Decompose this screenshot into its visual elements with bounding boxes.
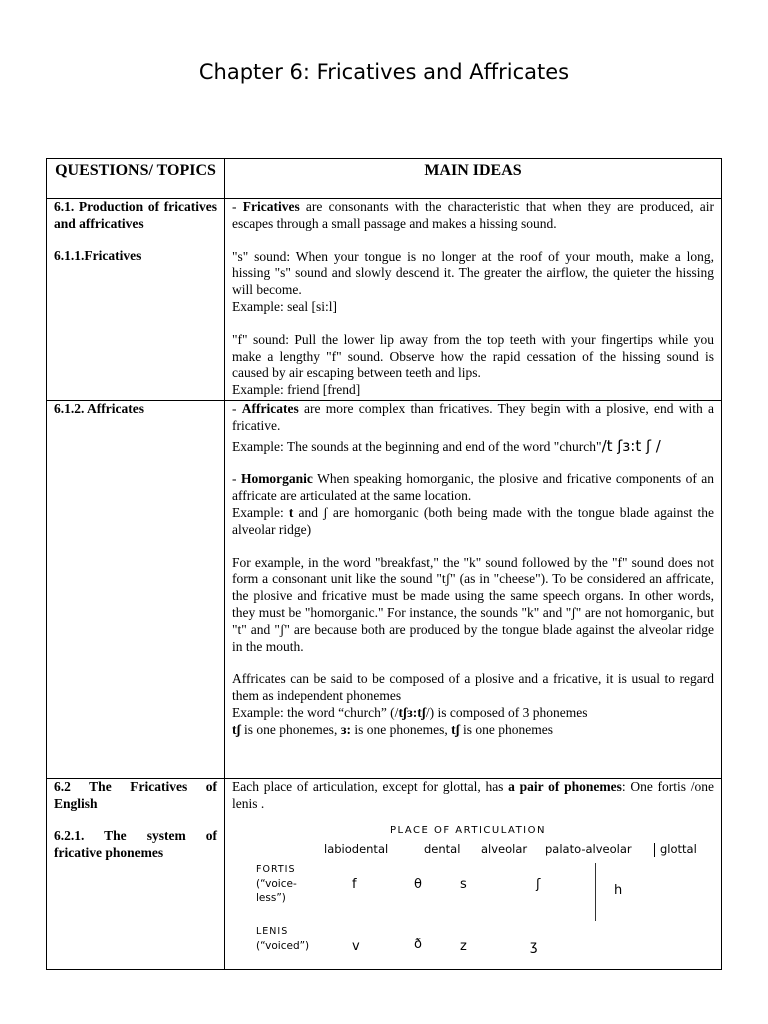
column-label: labiodental (324, 841, 389, 856)
header-row (47, 159, 722, 199)
term: Homorganic (240, 471, 313, 487)
table-row (47, 199, 722, 401)
topic-heading: 6.1. Production of fricatives and affricatives (54, 199, 217, 231)
topic-heading: 6.2.1. The system of fricative phonemes (54, 828, 217, 860)
idea-cell (225, 199, 722, 401)
topic-cell (47, 779, 225, 970)
page-title: Chapter 6: Fricatives and Affricates (198, 60, 570, 84)
glottal-divider (595, 863, 596, 921)
topic-heading: 6.2 The Fricatives of English (54, 779, 217, 811)
phoneme-symbol: ʒ (530, 938, 538, 954)
ipa-transcription: /t ʃɜ:t ʃ / (601, 436, 661, 455)
column-label: alveolar (481, 841, 528, 856)
idea-cell (225, 401, 722, 779)
table-row (47, 401, 722, 779)
idea-cell (225, 779, 722, 970)
idea-paragraph: "s" sound: When your tongue is no longer at the roof of your mouth, make a long, hissing "s" sound and slowly descend it. The greater the airflow, the quieter the hissing will become. (232, 248, 714, 298)
glottal-divider (654, 843, 655, 857)
example-line: tʃ is one phonemes, ɜ: is one phonemes, tʃ is one phonemes (232, 721, 554, 737)
example-line: Example: The sounds at the beginning and end of the word "church"/t ʃɜ:t ʃ / (232, 436, 661, 455)
column-label: palato-alveolar (545, 841, 632, 856)
ideas-header: MAIN IDEAS (225, 159, 722, 199)
term: a pair of phonemes (508, 779, 622, 794)
figure-heading: PLACE OF ARTICULATION (390, 824, 546, 836)
idea-paragraph: - Homorganic When speaking homorganic, the plosive and fricative components of an affricate are articulated at the same location. (232, 471, 714, 504)
idea-paragraph: - Fricatives are consonants with the characteristic that when they are produced, air escapes through a small passage and makes a hissing sound. (232, 199, 715, 231)
table-row (47, 779, 722, 970)
phoneme-symbol: h (614, 882, 623, 898)
phoneme-symbol: ʃ (536, 876, 541, 892)
example-line: Example: t and ʃ are homorganic (both being made with the tongue blade against the alveolar ridge) (232, 504, 714, 537)
topic-heading: 6.1.2. Affricates (54, 401, 144, 416)
example-line: Example: the word “church” (/tʃɜ:tʃ/) is composed of 3 phonemes (232, 704, 588, 720)
example-line: Example: seal [si:l] (232, 298, 337, 314)
topic-heading: 6.1.1.Fricatives (54, 248, 142, 263)
phoneme-symbol: z (460, 938, 467, 954)
topic-cell (47, 401, 225, 779)
term: Affricates (241, 401, 299, 416)
phoneme-symbol: ð (414, 936, 422, 952)
phoneme-symbol: f (352, 876, 357, 892)
phoneme-symbol: v (352, 938, 360, 954)
term: Fricatives (242, 199, 300, 214)
example-line: Example: friend [frend] (232, 382, 361, 398)
lenis-label: LENIS (“voiced”) (256, 925, 310, 952)
idea-paragraph: For example, in the word "breakfast," the "k" sound followed by the "f" sound does not form a consonant unit like the sound "tʃ" (as in "cheese"). To be considered an affricate, the plosive and fricative must be made using the same speech organs. In other words, they must be "homorganic." For instance, the sounds "k" and "ʃ" are not homorganic, but "t" and "ʃ" are because both are produced by the tongue blade against the alveolar ridge in the mouth. (232, 554, 714, 654)
idea-paragraph: Each place of articulation, except for glottal, has a pair of phonemes: One fortis /one lenis . (232, 779, 715, 811)
idea-paragraph: Affricates can be said to be composed of a plosive and a fricative, it is usual to regard them as independent phonemes (232, 671, 714, 704)
fortis-label: FORTIS (“voice- less”) (256, 863, 297, 904)
topic-cell (47, 199, 225, 401)
idea-paragraph: "f" sound: Pull the lower lip away from the top teeth with your fingertips while you make a lengthy "f" sound. Observe how the rapid cessation of the hissing sound is caused by air escaping between teeth and lips. (232, 331, 714, 381)
phoneme-symbol: θ (414, 876, 422, 892)
column-label: dental (424, 841, 461, 856)
cornell-notes-table (46, 158, 722, 970)
place-of-articulation-figure (232, 819, 714, 954)
topics-header: QUESTIONS/ TOPICS (47, 159, 225, 199)
column-label: glottal (660, 841, 697, 856)
idea-paragraph: - Affricates are more complex than fricatives. They begin with a plosive, end with a fricative. (232, 401, 714, 433)
phoneme-symbol: s (460, 876, 467, 892)
